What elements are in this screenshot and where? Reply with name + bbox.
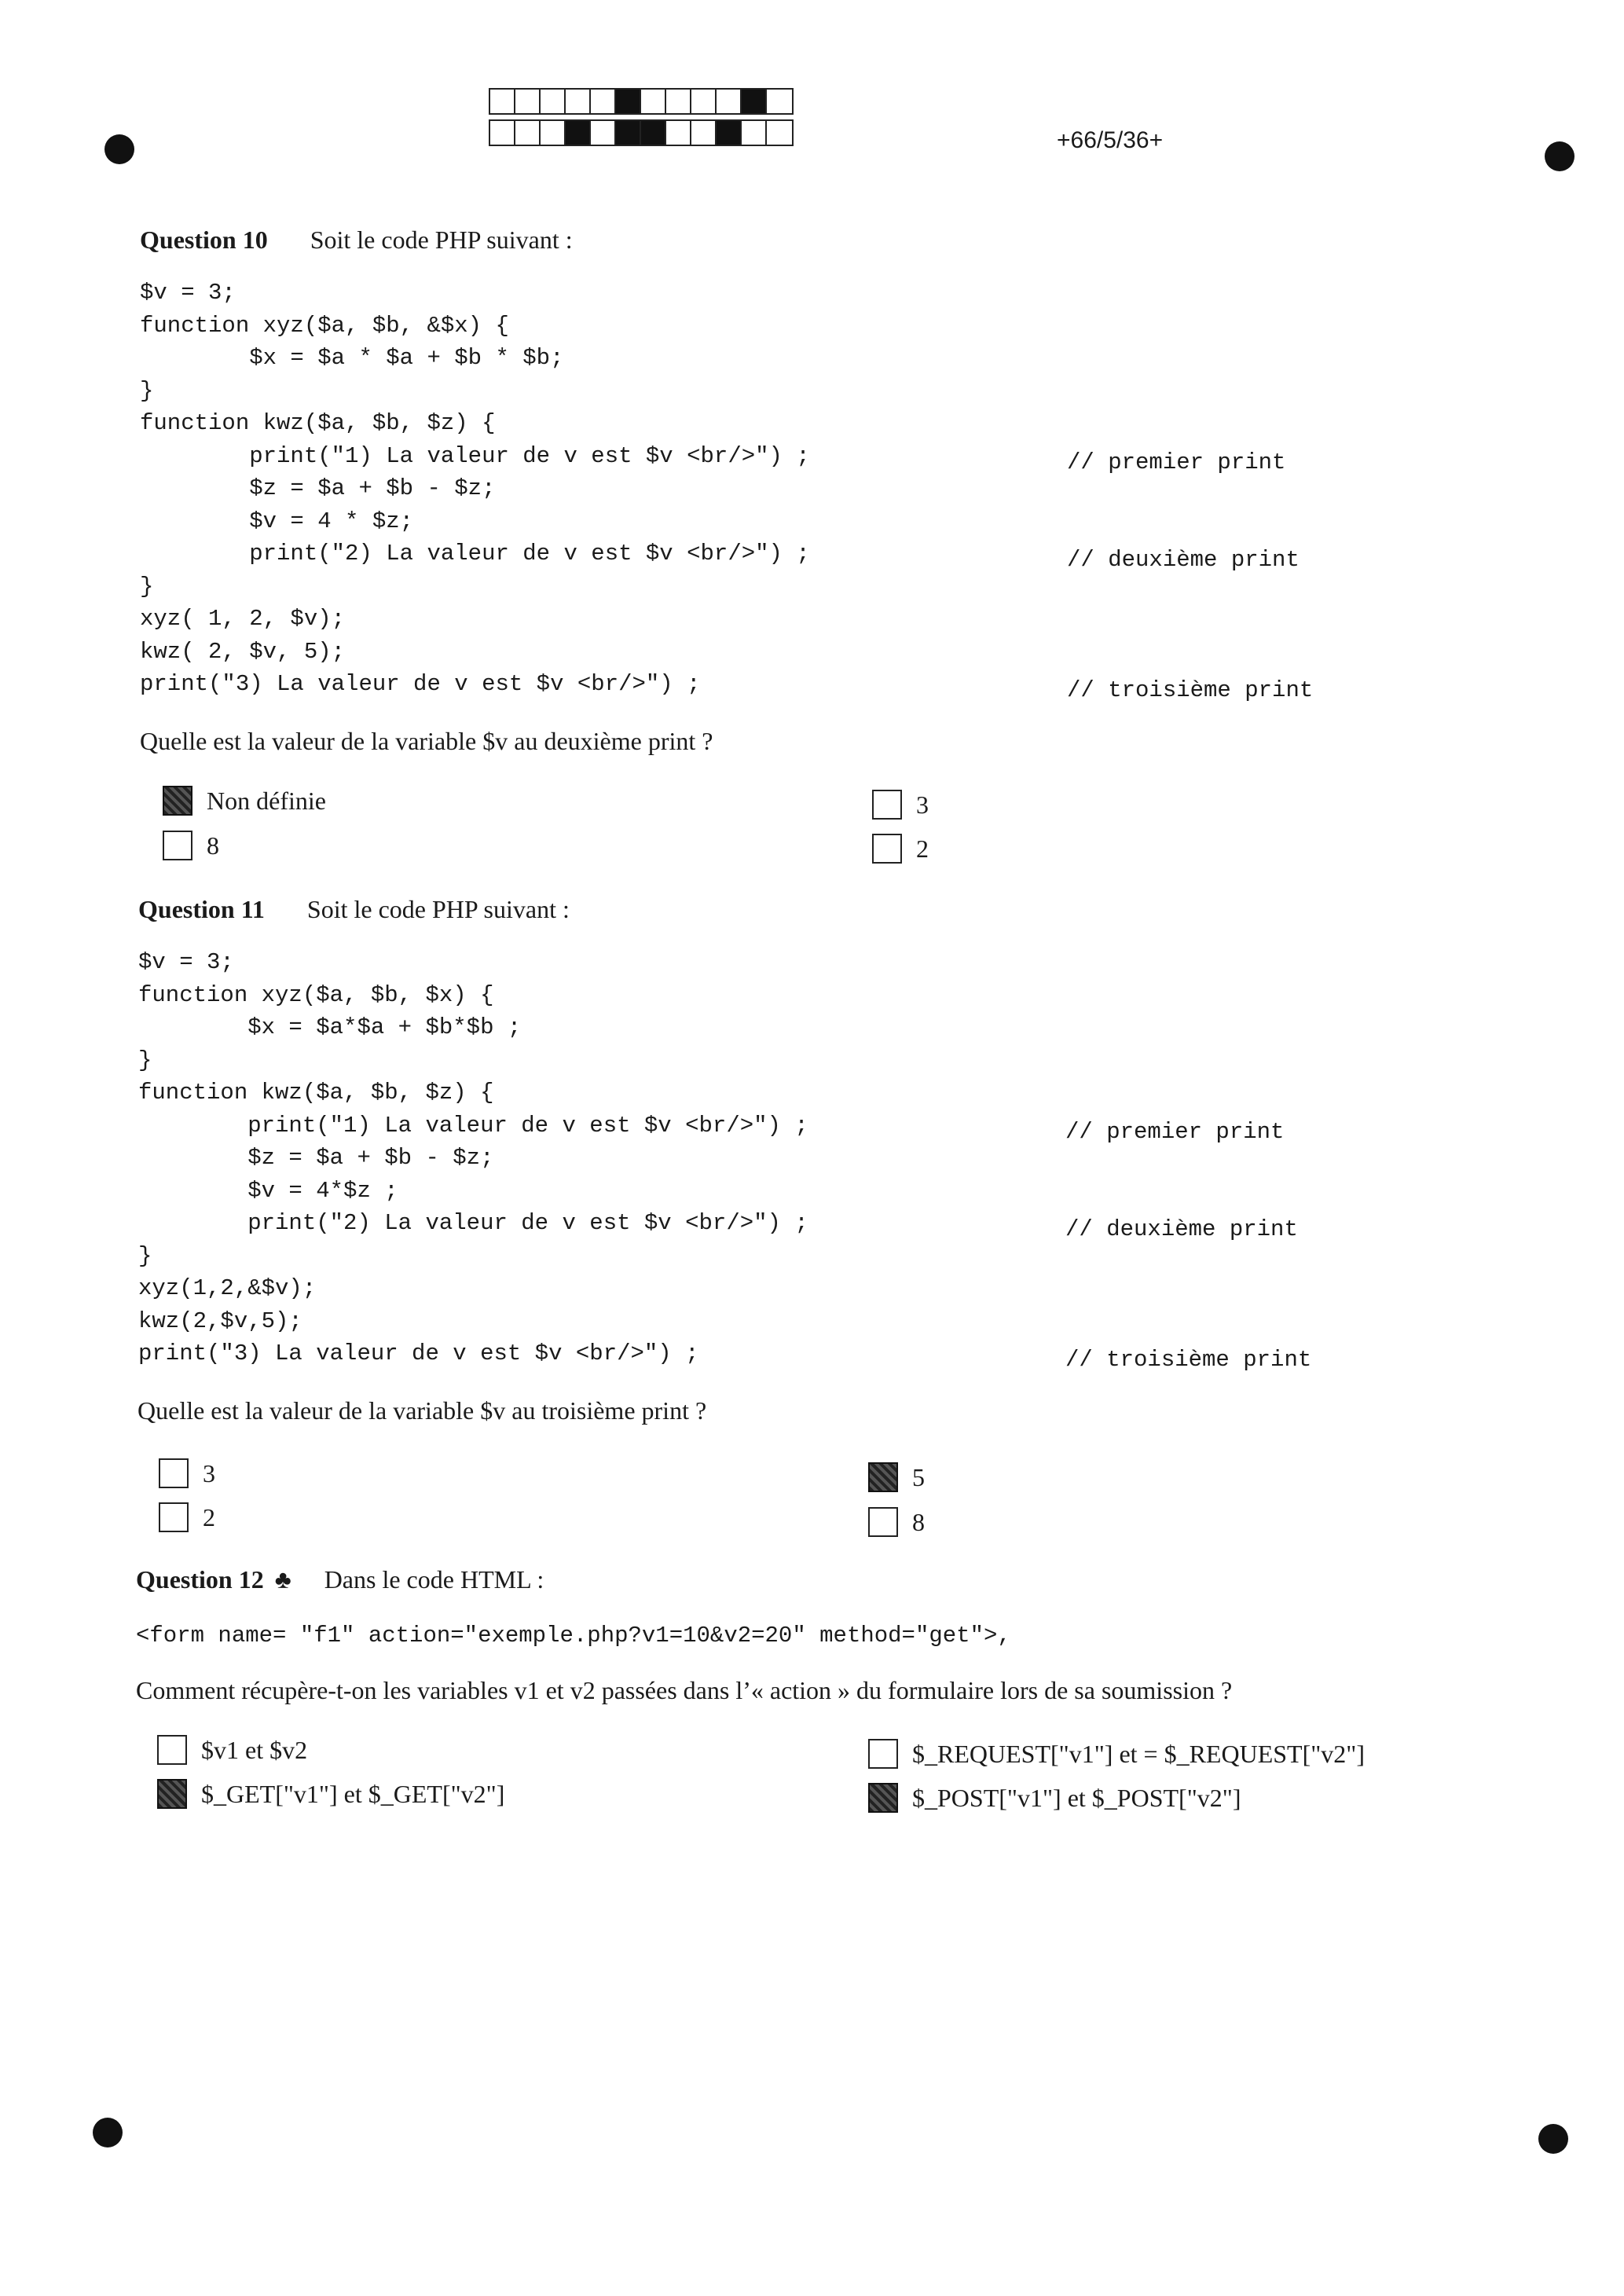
answer-option[interactable] [868, 1462, 925, 1492]
answer-option[interactable] [868, 1739, 1365, 1769]
code-line: $x = $a * $a + $b * $b; [140, 345, 564, 371]
answer-option[interactable] [157, 1735, 307, 1765]
checkbox[interactable] [157, 1779, 187, 1809]
code-comment: // troisième print [1067, 677, 1314, 703]
checkbox[interactable] [872, 834, 902, 864]
html-code-line: <form name= "f1" action="exemple.php?v1=10&v2=20" method="get">, [136, 1623, 1011, 1649]
code-line: $z = $a + $b - $z; [138, 1145, 494, 1171]
question-prompt: Quelle est la valeur de la variable $v au deuxième print ? [140, 727, 713, 755]
id-grid-top [489, 88, 794, 115]
grid-cell [616, 90, 641, 113]
checkbox[interactable] [868, 1462, 898, 1492]
option-label: 8 [912, 1507, 925, 1536]
grid-cell [566, 121, 591, 145]
checkbox[interactable] [163, 831, 192, 860]
code-line: $v = 4 * $z; [140, 508, 414, 534]
question-label: Question 11 [138, 895, 265, 923]
code-line: function kwz($a, $b, $z) { [138, 1080, 494, 1106]
grid-cell [717, 90, 742, 113]
option-label: $_GET["v1"] et $_GET["v2"] [201, 1779, 505, 1808]
option-label: 8 [207, 831, 219, 860]
code-block-q11 [138, 946, 808, 1370]
question-prompt: Quelle est la valeur de la variable $v au troisième print ? [137, 1396, 707, 1425]
option-label: 3 [916, 790, 929, 819]
code-line: $v = 3; [138, 949, 234, 975]
answer-option[interactable] [872, 834, 929, 864]
code-line: } [140, 573, 154, 600]
option-label: $v1 et $v2 [201, 1735, 308, 1764]
grid-cell [566, 90, 591, 113]
code-line: xyz(1,2,&$v); [138, 1275, 317, 1301]
question-12-header [136, 1565, 544, 1594]
grid-cell [490, 121, 515, 145]
question-intro: Dans le code HTML : [324, 1565, 544, 1594]
grid-cell [767, 121, 792, 145]
grid-cell [541, 90, 566, 113]
grid-cell [641, 121, 666, 145]
grid-cell [742, 121, 767, 145]
code-line: function kwz($a, $b, $z) { [140, 410, 496, 436]
grid-cell [541, 121, 566, 145]
checkbox[interactable] [159, 1502, 189, 1532]
code-comment: // deuxième print [1067, 547, 1300, 573]
grid-cell [666, 90, 691, 113]
code-line: kwz( 2, $v, 5); [140, 638, 346, 665]
code-block-q10 [140, 277, 810, 701]
answer-option[interactable] [868, 1507, 925, 1537]
checkbox[interactable] [872, 790, 902, 820]
question-label: Question 10 [140, 226, 268, 254]
code-line: $v = 3; [140, 280, 236, 306]
checkbox[interactable] [868, 1507, 898, 1537]
grid-cell [515, 121, 541, 145]
code-line: $v = 4*$z ; [138, 1177, 398, 1204]
checkbox[interactable] [868, 1739, 898, 1769]
answer-option[interactable] [163, 786, 326, 816]
question-intro: Soit le code PHP suivant : [306, 895, 570, 923]
answer-option[interactable] [157, 1779, 504, 1809]
question-10-header [140, 226, 573, 255]
page-id: +66/5/36+ [1057, 127, 1164, 153]
grid-cell [666, 121, 691, 145]
answer-option[interactable] [159, 1502, 215, 1532]
registration-mark-bottom-right [1538, 2124, 1568, 2154]
code-line: print("3) La valeur de v est $v <br/>") ; [140, 671, 701, 697]
option-label: 2 [916, 834, 929, 863]
code-line: } [140, 377, 154, 404]
grid-cell [767, 90, 792, 113]
answer-option[interactable] [159, 1458, 215, 1488]
option-label: 2 [203, 1502, 215, 1531]
option-label: Non définie [207, 786, 326, 815]
grid-cell [591, 90, 616, 113]
option-label: $_POST["v1"] et $_POST["v2"] [912, 1783, 1241, 1812]
grid-cell [641, 90, 666, 113]
grid-cell [691, 90, 717, 113]
checkbox[interactable] [163, 786, 192, 816]
code-line: function xyz($a, $b, $x) { [138, 981, 494, 1008]
question-intro: Soit le code PHP suivant : [310, 226, 573, 254]
code-line: $z = $a + $b - $z; [140, 475, 496, 501]
code-comment: // troisième print [1065, 1347, 1312, 1373]
grid-cell [591, 121, 616, 145]
code-line: } [138, 1047, 152, 1073]
code-line: print("1) La valeur de v est $v <br/>") ; [138, 1112, 808, 1139]
option-label: $_REQUEST["v1"] et = $_REQUEST["v2"] [912, 1739, 1366, 1768]
registration-mark-top-left [104, 134, 134, 164]
code-line: print("1) La valeur de v est $v <br/>") ; [140, 442, 810, 469]
id-grid-bottom [489, 119, 794, 146]
grid-cell [691, 121, 717, 145]
code-line: function xyz($a, $b, &$x) { [140, 312, 509, 339]
option-label: 3 [203, 1458, 215, 1487]
code-line: print("2) La valeur de v est $v <br/>") ; [138, 1210, 808, 1236]
code-line: kwz(2,$v,5); [138, 1308, 302, 1334]
checkbox[interactable] [159, 1458, 189, 1488]
checkbox[interactable] [868, 1783, 898, 1813]
grid-cell [515, 90, 541, 113]
question-11-header [138, 895, 570, 924]
multiple-answer-club-icon: ♣ [274, 1565, 291, 1594]
grid-cell [490, 90, 515, 113]
code-line: xyz( 1, 2, $v); [140, 606, 346, 632]
question-prompt: Comment récupère-t-on les variables v1 et v2 passées dans l’« action » du formulaire lors de sa soumission ? [136, 1676, 1233, 1704]
grid-cell [742, 90, 767, 113]
answer-option[interactable] [868, 1783, 1241, 1813]
grid-cell [616, 121, 641, 145]
code-comment: // deuxième print [1065, 1216, 1298, 1242]
question-label: Question 12 [136, 1565, 264, 1594]
code-line: print("3) La valeur de v est $v <br/>") ; [138, 1341, 699, 1366]
option-label: 5 [912, 1462, 925, 1491]
registration-mark-bottom-left [93, 2118, 123, 2147]
answer-option[interactable] [872, 790, 929, 820]
code-line: print("2) La valeur de v est $v <br/>") ; [140, 541, 810, 567]
code-line: $x = $a*$a + $b*$b ; [138, 1014, 522, 1040]
checkbox[interactable] [157, 1735, 187, 1765]
answer-option[interactable] [163, 831, 219, 860]
registration-mark-top-right [1545, 141, 1575, 171]
grid-cell [717, 121, 742, 145]
code-line: } [138, 1242, 152, 1269]
code-comment: // premier print [1067, 449, 1286, 475]
code-comment: // premier print [1065, 1119, 1285, 1145]
